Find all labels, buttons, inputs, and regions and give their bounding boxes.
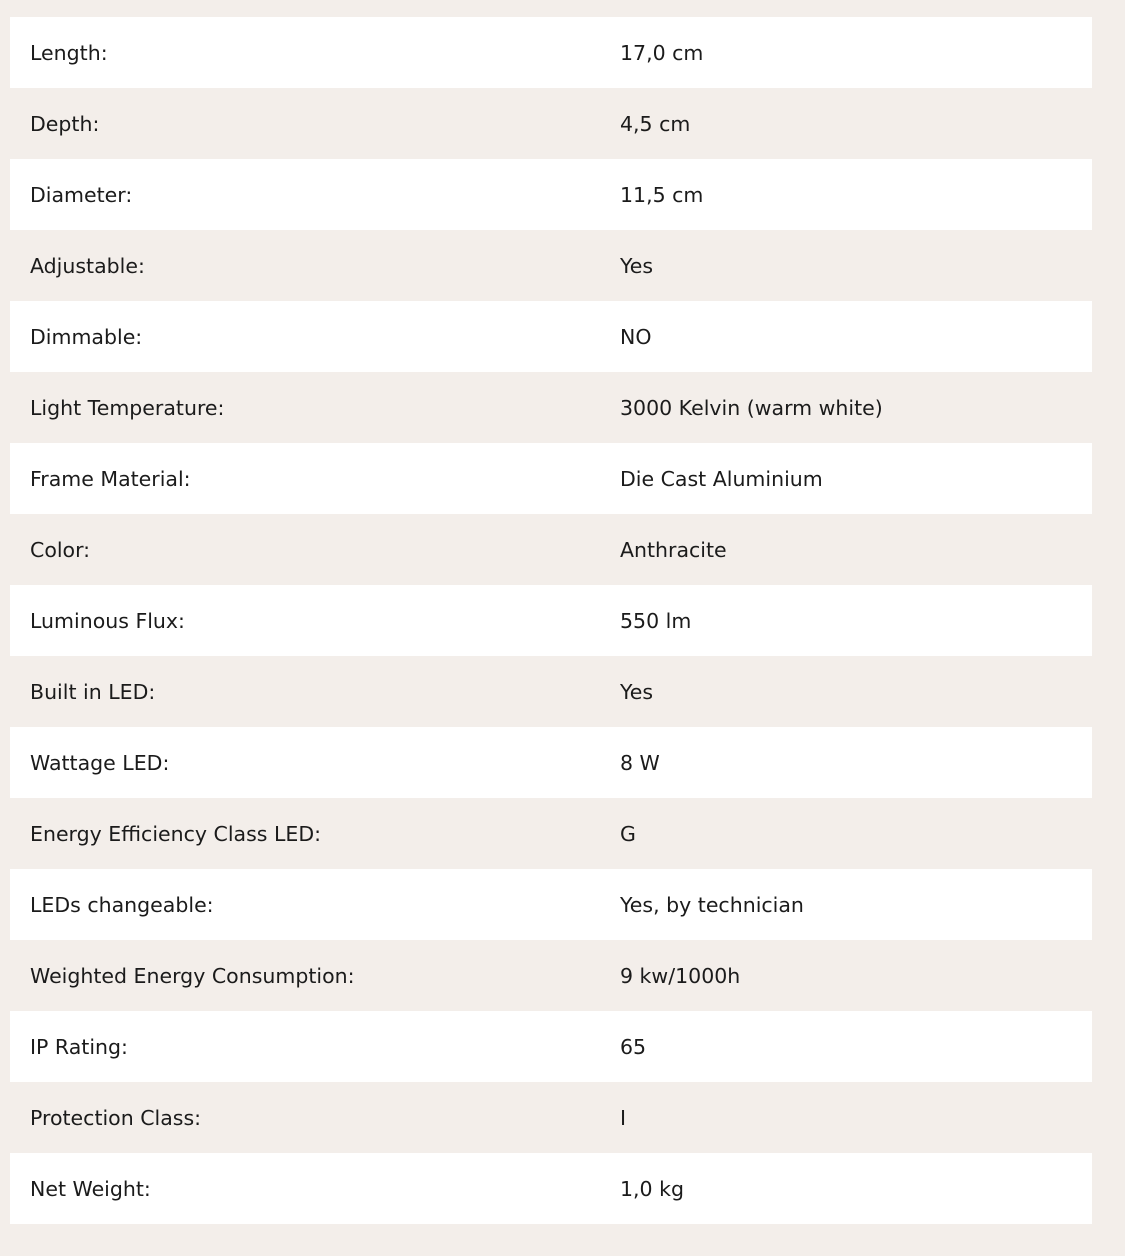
- spec-label: Adjustable:: [30, 253, 145, 278]
- spec-label: Diameter:: [30, 182, 133, 207]
- spec-label: Weighted Energy Consumption:: [30, 963, 355, 988]
- spec-value: Yes: [620, 679, 654, 704]
- spec-row-length: [10, 17, 1092, 88]
- spec-value: NO: [620, 324, 652, 349]
- spec-label: Net Weight:: [30, 1176, 151, 1201]
- spec-value: Yes: [620, 253, 654, 278]
- spec-row-depth: [10, 88, 1092, 159]
- spec-row-adjustable: [10, 230, 1092, 301]
- spec-value: 3000 Kelvin (warm white): [620, 395, 883, 420]
- spec-value: 65: [620, 1034, 647, 1059]
- spec-row-leds-changeable: [10, 869, 1092, 940]
- spec-label: Dimmable:: [30, 324, 143, 349]
- spec-value: 550 lm: [620, 608, 692, 633]
- spec-value: 8 W: [620, 750, 660, 775]
- spec-label: Built in LED:: [30, 679, 156, 704]
- spec-label: Depth:: [30, 111, 100, 136]
- spec-row-diameter: [10, 159, 1092, 230]
- spec-value: I: [620, 1105, 627, 1130]
- spec-label: LEDs changeable:: [30, 892, 214, 917]
- spec-value: 11,5 cm: [620, 182, 704, 207]
- spec-row-dimmable: [10, 301, 1092, 372]
- spec-value: 9 kw/1000h: [620, 963, 741, 988]
- spec-row-ip-rating: [10, 1011, 1092, 1082]
- spec-label: Length:: [30, 40, 108, 65]
- spec-row-light-temperature: [10, 372, 1092, 443]
- product-specifications-table: [10, 17, 1092, 1224]
- spec-value: Die Cast Aluminium: [620, 466, 823, 491]
- spec-value: 1,0 kg: [620, 1176, 685, 1201]
- spec-row-luminous-flux: [10, 585, 1092, 656]
- spec-label: Color:: [30, 537, 91, 562]
- spec-row-weighted-energy-consumption: [10, 940, 1092, 1011]
- spec-value: G: [620, 821, 636, 846]
- spec-value: Anthracite: [620, 537, 727, 562]
- spec-value: 4,5 cm: [620, 111, 691, 136]
- spec-label: IP Rating:: [30, 1034, 128, 1059]
- spec-label: Luminous Flux:: [30, 608, 185, 633]
- spec-value: Yes, by technician: [620, 892, 804, 917]
- spec-row-protection-class: [10, 1082, 1092, 1153]
- spec-value: 17,0 cm: [620, 40, 704, 65]
- spec-row-color: [10, 514, 1092, 585]
- spec-label: Frame Material:: [30, 466, 191, 491]
- spec-label: Protection Class:: [30, 1105, 202, 1130]
- spec-row-built-in-led: [10, 656, 1092, 727]
- spec-label: Energy Efficiency Class LED:: [30, 821, 322, 846]
- spec-label: Light Temperature:: [30, 395, 225, 420]
- spec-label: Wattage LED:: [30, 750, 170, 775]
- spec-row-net-weight: [10, 1153, 1092, 1224]
- spec-row-energy-efficiency-class: [10, 798, 1092, 869]
- spec-row-wattage-led: [10, 727, 1092, 798]
- spec-row-frame-material: [10, 443, 1092, 514]
